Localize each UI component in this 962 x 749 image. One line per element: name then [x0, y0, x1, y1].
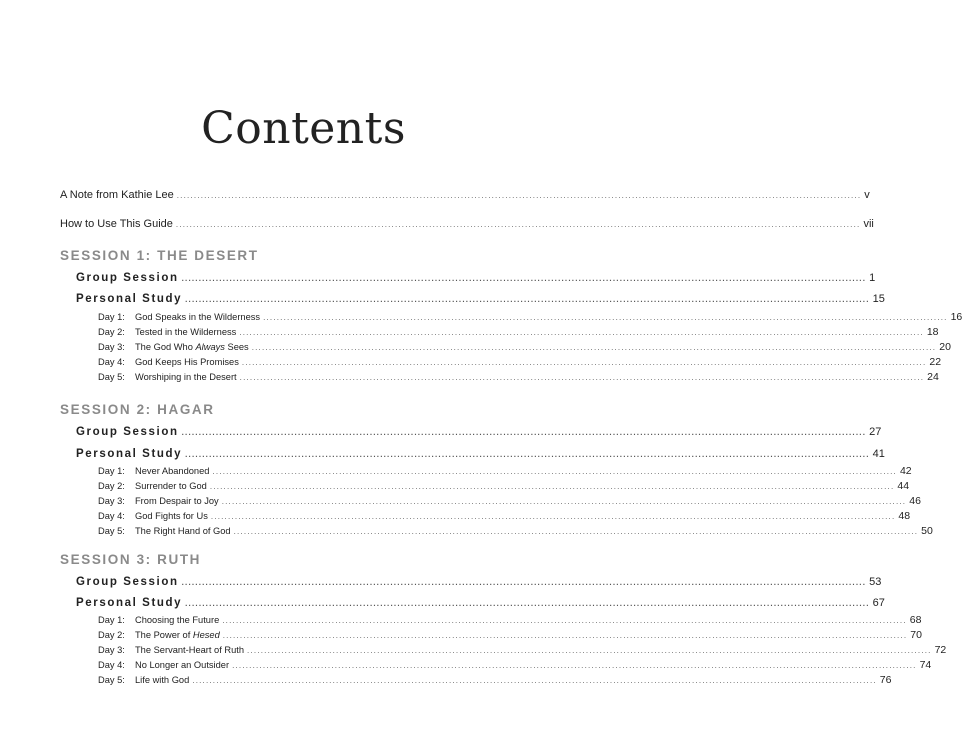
- toc-entry-personal-study[interactable]: Personal Study ........................................................................................................................................................................................................ 41: [76, 448, 885, 460]
- toc-entry-personal-study[interactable]: Personal Study ........................................................................................................................................................................................................ 15: [76, 293, 885, 305]
- dot-leader: ........................................................................................................................................................................................................: [222, 616, 907, 625]
- toc-entry-day[interactable]: Day 2: The Power of Hesed ........................................................................................................................................................................................................ 70: [98, 629, 922, 641]
- toc-entry-label: How to Use This Guide: [60, 218, 173, 230]
- toc-entry-day[interactable]: Day 1: Never Abandoned ........................................................................................................................................................................................................ 42: [98, 465, 912, 477]
- toc-entry-day[interactable]: Day 1: God Speaks in the Wilderness ........................................................................................................................................................................................................ 16: [98, 311, 962, 323]
- dot-leader: ........................................................................................................................................................................................................: [185, 295, 870, 304]
- toc-entry-group-session[interactable]: Group Session ........................................................................................................................................................................................................ 53: [76, 576, 882, 588]
- session-heading: SESSION 2: HAGAR: [60, 402, 215, 417]
- toc-entry-group-session[interactable]: Group Session ........................................................................................................................................................................................................ 27: [76, 426, 882, 438]
- dot-leader: ........................................................................................................................................................................................................: [185, 450, 870, 459]
- dot-leader: ........................................................................................................................................................................................................: [232, 661, 917, 670]
- dot-leader: ........................................................................................................................................................................................................: [212, 467, 897, 476]
- session-heading: SESSION 3: RUTH: [60, 552, 202, 567]
- session-heading: SESSION 1: THE DESERT: [60, 248, 259, 263]
- dot-leader: ........................................................................................................................................................................................................: [185, 599, 870, 608]
- dot-leader: ........................................................................................................................................................................................................: [209, 482, 895, 491]
- toc-entry-day[interactable]: Day 1: Choosing the Future ........................................................................................................................................................................................................ 68: [98, 614, 922, 626]
- dot-leader: ........................................................................................................................................................................................................: [221, 497, 907, 506]
- toc-entry-group-session[interactable]: Group Session ........................................................................................................................................................................................................ 1: [76, 272, 876, 284]
- dot-leader: ........................................................................................................................................................................................................: [239, 373, 925, 382]
- dot-leader: ........................................................................................................................................................................................................: [192, 676, 877, 685]
- dot-leader: ........................................................................................................................................................................................................: [222, 631, 908, 640]
- toc-entry-day[interactable]: Day 3: From Despair to Joy ........................................................................................................................................................................................................ 46: [98, 495, 921, 507]
- toc-entry-note[interactable]: [60, 189, 870, 201]
- toc-entry-how-to-use[interactable]: [60, 218, 874, 230]
- toc-entry-page: vii: [863, 218, 874, 230]
- toc-entry-day[interactable]: Day 2: Surrender to God ........................................................................................................................................................................................................ 44: [98, 480, 910, 492]
- toc-entry-label: A Note from Kathie Lee: [60, 189, 174, 201]
- dot-leader: ........................................................................................................................................................................................................: [239, 328, 924, 337]
- dot-leader: ........................................................................................................................................................................................................: [233, 527, 919, 536]
- toc-entry-day[interactable]: Day 4: God Fights for Us ........................................................................................................................................................................................................ 48: [98, 510, 911, 522]
- toc-entry-day[interactable]: Day 3: The God Who Always Sees ........................................................................................................................................................................................................ 20: [98, 341, 951, 353]
- toc-entry-day[interactable]: Day 4: No Longer an Outsider ........................................................................................................................................................................................................ 74: [98, 659, 932, 671]
- toc-entry-day[interactable]: Day 3: The Servant-Heart of Ruth ........................................................................................................................................................................................................ 72: [98, 644, 947, 656]
- dot-leader: ........................................................................................................................................................................................................: [181, 578, 867, 587]
- dot-leader: ........................................................................................................................................................................................................: [175, 220, 861, 229]
- dot-leader: ........................................................................................................................................................................................................: [210, 512, 896, 521]
- dot-leader: ........................................................................................................................................................................................................: [181, 428, 867, 437]
- toc-entry-page: v: [864, 189, 870, 201]
- toc-entry-day[interactable]: Day 5: The Right Hand of God ........................................................................................................................................................................................................ 50: [98, 525, 933, 537]
- toc-entry-day[interactable]: Day 5: Life with God ........................................................................................................................................................................................................ 76: [98, 674, 892, 686]
- toc-entry-day[interactable]: Day 4: God Keeps His Promises ........................................................................................................................................................................................................ 22: [98, 356, 942, 368]
- dot-leader: ........................................................................................................................................................................................................: [176, 191, 862, 200]
- toc-entry-day[interactable]: Day 2: Tested in the Wilderness ........................................................................................................................................................................................................ 18: [98, 326, 939, 338]
- dot-leader: ........................................................................................................................................................................................................: [241, 358, 927, 367]
- dot-leader: ........................................................................................................................................................................................................: [251, 343, 937, 352]
- toc-entry-personal-study[interactable]: Personal Study ........................................................................................................................................................................................................ 67: [76, 597, 885, 609]
- dot-leader: ........................................................................................................................................................................................................: [247, 646, 932, 655]
- page-title: Contents: [201, 103, 406, 154]
- toc-entry-day[interactable]: Day 5: Worshiping in the Desert ........................................................................................................................................................................................................ 24: [98, 371, 939, 383]
- dot-leader: ........................................................................................................................................................................................................: [263, 313, 948, 322]
- dot-leader: ........................................................................................................................................................................................................: [181, 274, 867, 283]
